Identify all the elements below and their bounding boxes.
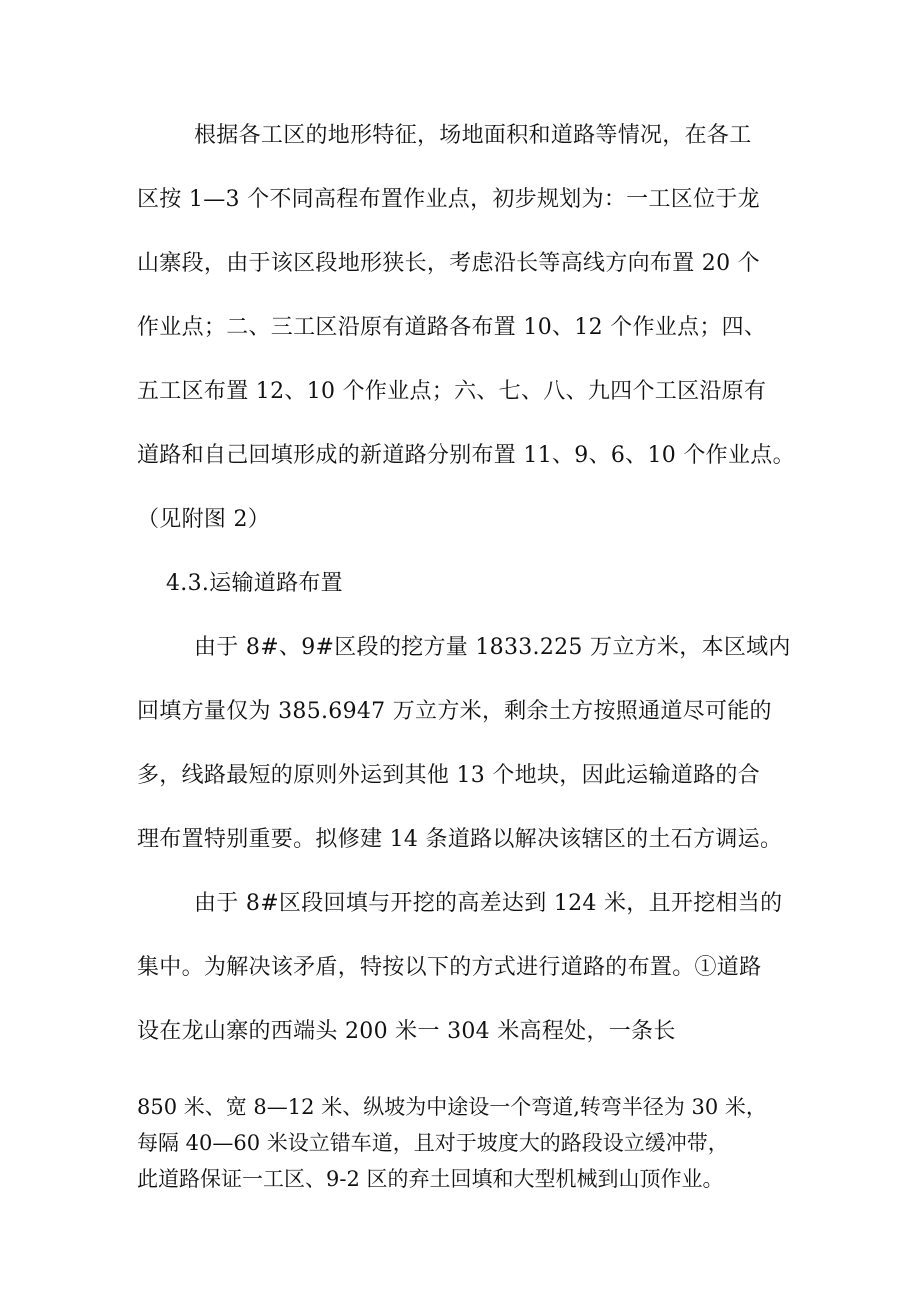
- paragraph-line: 此道路保证一工区、9-2 区的弃土回填和大型机械到山顶作业。: [137, 1167, 724, 1191]
- paragraph-line: 多，线路最短的原则外运到其他 13 个地块，因此运输道路的合: [137, 763, 760, 788]
- paragraph-line: 回填方量仅为 385.6947 万立方米，剩余土方按照通道尽可能的: [137, 699, 772, 724]
- paragraph-line: 由于 8#区段回填与开挖的高差达到 124 米，且开挖相当的: [194, 891, 783, 916]
- paragraph-line: 由于 8#、9#区段的挖方量 1833.225 万立方米，本区域内: [194, 635, 791, 660]
- figure-reference: （见附图 2）: [137, 507, 271, 532]
- paragraph-line: 理布置特别重要。拟修建 14 条道路以解决该辖区的土石方调运。: [137, 827, 783, 852]
- paragraph-line: 根据各工区的地形特征，场地面积和道路等情况，在各工: [194, 123, 752, 148]
- section-heading: 4.3.运输道路布置: [166, 571, 343, 596]
- paragraph-line: 区按 1—3 个不同高程布置作业点，初步规划为：一工区位于龙: [137, 187, 760, 212]
- paragraph-line: 每隔 40—60 米设立错车道，且对于坡度大的路段设立缓冲带，: [137, 1131, 729, 1155]
- paragraph-line: 设在龙山寨的西端头 200 米一 304 米高程处，一条长: [137, 1019, 676, 1044]
- paragraph-line: 集中。为解决该矛盾，特按以下的方式进行道路的布置。①道路: [137, 955, 762, 980]
- paragraph-line: 作业点；二、三工区沿原有道路各布置 10、12 个作业点；四、: [137, 315, 767, 340]
- paragraph-line: 山寨段，由于该区段地形狭长，考虑沿长等高线方向布置 20 个: [137, 251, 760, 276]
- paragraph-line: 道路和自己回填形成的新道路分别布置 11、9、6、10 个作业点。: [137, 443, 795, 468]
- paragraph-line: 850 米、宽 8—12 米、纵坡为中途设一个弯道,转弯半径为 30 米，: [137, 1095, 767, 1119]
- paragraph-line: 五工区布置 12、10 个作业点；六、七、八、九四个工区沿原有: [137, 379, 767, 404]
